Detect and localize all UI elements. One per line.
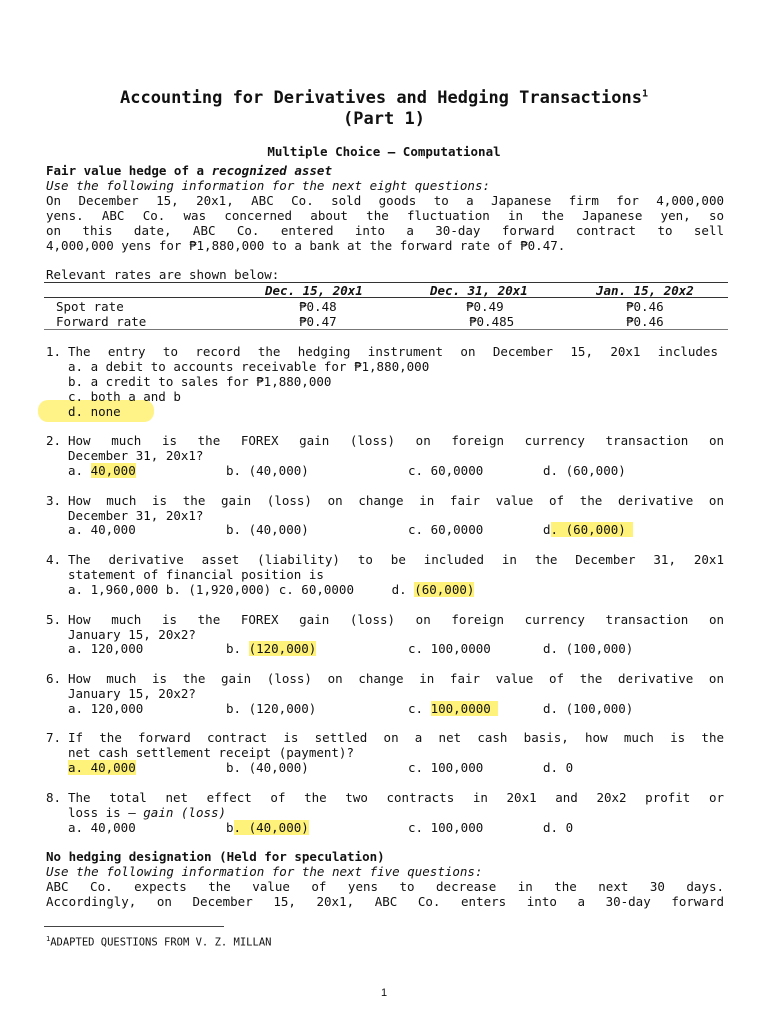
choice: b. (40,000) bbox=[226, 820, 309, 835]
footnote-text: ADAPTED QUESTIONS FROM V. Z. MILLAN bbox=[50, 936, 272, 949]
subtitle-text: (Part 1) bbox=[343, 109, 425, 129]
question-text: December 31, 20x1? bbox=[68, 508, 204, 523]
choice: d. none bbox=[68, 404, 121, 419]
table-header: Jan. 15, 20x2 bbox=[596, 283, 694, 298]
question-text-italic: gain (loss) bbox=[143, 805, 227, 820]
footnote-rule bbox=[44, 926, 224, 927]
question-number: 3. bbox=[46, 493, 62, 508]
question-text: If the forward contract is settled on a net cash basis, how much is the bbox=[68, 730, 724, 745]
answer-highlight: a. 40,000 bbox=[68, 760, 136, 775]
question-text: How much is the gain (loss) on change in fair value of the derivative on bbox=[68, 493, 724, 508]
part2-paragraph-line: Accordingly, on December 15, 20x1, ABC Co. enters into a 30-day forward bbox=[46, 894, 724, 909]
question-number: 6. bbox=[46, 671, 62, 686]
question-text: The entry to record the hedging instrument on December 15, 20x1 includes bbox=[68, 344, 718, 359]
footnote-mark: 1 bbox=[46, 935, 51, 943]
section-heading: Multiple Choice – Computational bbox=[267, 144, 501, 159]
part1-paragraph-line: yens. ABC Co. was concerned about the fluctuation in the Japanese yen, so bbox=[46, 208, 724, 223]
choice: b. (40,000) bbox=[226, 463, 309, 478]
part2-paragraph-line: ABC Co. expects the value of yens to decrease in the next 30 days. bbox=[46, 879, 724, 894]
table-header: Dec. 31, 20x1 bbox=[430, 283, 528, 298]
table-cell: ₱0.485 bbox=[469, 314, 515, 329]
choice: d. (100,000) bbox=[543, 701, 634, 716]
answer-highlight: . (40,000) bbox=[233, 820, 309, 835]
question-text: December 31, 20x1? bbox=[68, 448, 204, 463]
footnote-ref: 1 bbox=[641, 88, 648, 100]
question-number: 5. bbox=[46, 612, 62, 627]
question-number: 1. bbox=[46, 344, 62, 359]
table-rule bbox=[44, 329, 728, 330]
choice: b. (40,000) bbox=[226, 760, 309, 775]
part2-instruction: Use the following information for the next five questions: bbox=[46, 864, 483, 879]
table-row-label: Forward rate bbox=[56, 314, 147, 329]
choice: d. 0 bbox=[543, 820, 574, 835]
part1-heading-text: Fair value hedge of a bbox=[46, 163, 212, 178]
choice: a. 40,000 bbox=[68, 522, 136, 537]
part1-instruction: Use the following information for the next eight questions: bbox=[46, 178, 491, 193]
question-text: January 15, 20x2? bbox=[68, 627, 196, 642]
table-row-label: Spot rate bbox=[56, 299, 124, 314]
part1-paragraph-line: On December 15, 20x1, ABC Co. sold goods to a Japanese firm for 4,000,000 bbox=[46, 193, 724, 208]
question-text: How much is the gain (loss) on change in fair value of the derivative on bbox=[68, 671, 724, 686]
choice-line bbox=[68, 582, 474, 597]
choice: c. both a and b bbox=[68, 389, 181, 404]
page-number: 1 bbox=[380, 987, 388, 999]
choice-text: a. 1,960,000 b. (1,920,000) c. 60,0000 d. bbox=[68, 582, 415, 597]
answer-highlight: (60,000) bbox=[414, 582, 475, 597]
question-text: The total net effect of the two contracts in 20x1 and 20x2 profit or bbox=[68, 790, 724, 805]
question-text: net cash settlement receipt (payment)? bbox=[68, 745, 354, 760]
question-text: statement of financial position is bbox=[68, 567, 324, 582]
question-number: 2. bbox=[46, 433, 62, 448]
choice: d. (60,000) bbox=[543, 522, 634, 537]
choice: a. 120,000 bbox=[68, 641, 144, 656]
choice: c. 100,0000 bbox=[408, 701, 499, 716]
table-cell: ₱0.46 bbox=[626, 299, 664, 314]
choice bbox=[68, 760, 136, 775]
question-number: 8. bbox=[46, 790, 62, 805]
choice: a. a debit to accounts receivable for ₱1,880,000 bbox=[68, 359, 430, 374]
choice: b. (40,000) bbox=[226, 522, 309, 537]
choice: d. (60,000) bbox=[543, 463, 626, 478]
part1-heading bbox=[46, 163, 332, 178]
table-cell: ₱0.49 bbox=[466, 299, 504, 314]
table-cell: ₱0.46 bbox=[626, 314, 664, 329]
choice: c. 100,000 bbox=[408, 760, 484, 775]
document-title bbox=[0, 88, 768, 130]
choice: c. 100,000 bbox=[408, 820, 484, 835]
table-cell: ₱0.47 bbox=[299, 314, 337, 329]
question-number: 4. bbox=[46, 552, 62, 567]
question-text-part: loss is – bbox=[68, 805, 144, 820]
question-text: How much is the FOREX gain (loss) on foreign currency transaction on bbox=[68, 612, 724, 627]
choice: b. (120,000) bbox=[226, 701, 317, 716]
answer-highlight: . (60,000) bbox=[550, 522, 634, 537]
title-text: Accounting for Derivatives and Hedging Transactions bbox=[119, 88, 642, 108]
question-text: How much is the FOREX gain (loss) on foreign currency transaction on bbox=[68, 433, 724, 448]
choice: b. (120,000) bbox=[226, 641, 317, 656]
table-header: Dec. 15, 20x1 bbox=[265, 283, 363, 298]
choice: d. (100,000) bbox=[543, 641, 634, 656]
choice: c. 60,0000 bbox=[408, 463, 484, 478]
choice: c. 100,0000 bbox=[408, 641, 491, 656]
footnote bbox=[46, 932, 271, 951]
question-text: The derivative asset (liability) to be included in the December 31, 20x1 bbox=[68, 552, 724, 567]
question-text bbox=[68, 805, 226, 820]
table-cell: ₱0.48 bbox=[299, 299, 337, 314]
answer-highlight: 100,0000 bbox=[430, 701, 499, 716]
choice: a. 40,000 bbox=[68, 820, 136, 835]
part1-heading-italic: recognized asset bbox=[211, 163, 332, 178]
part2-heading: No hedging designation (Held for speculation) bbox=[46, 849, 385, 864]
choice: a. 40,000 bbox=[68, 463, 136, 478]
answer-highlight: (120,000) bbox=[248, 641, 317, 656]
part1-paragraph-line: 4,000,000 yens for ₱1,880,000 to a bank at the forward rate of ₱0.47. bbox=[46, 238, 566, 253]
rates-intro: Relevant rates are shown below: bbox=[46, 267, 280, 282]
choice: a. 120,000 bbox=[68, 701, 144, 716]
question-number: 7. bbox=[46, 730, 62, 745]
choice: c. 60,0000 bbox=[408, 522, 484, 537]
answer-highlight: 40,000 bbox=[90, 463, 136, 478]
choice: d. 0 bbox=[543, 760, 574, 775]
question-text: January 15, 20x2? bbox=[68, 686, 196, 701]
choice: b. a credit to sales for ₱1,880,000 bbox=[68, 374, 332, 389]
table-rule bbox=[44, 297, 728, 298]
part1-paragraph-line: on this date, ABC Co. entered into a 30-day forward contract to sell bbox=[46, 223, 724, 238]
